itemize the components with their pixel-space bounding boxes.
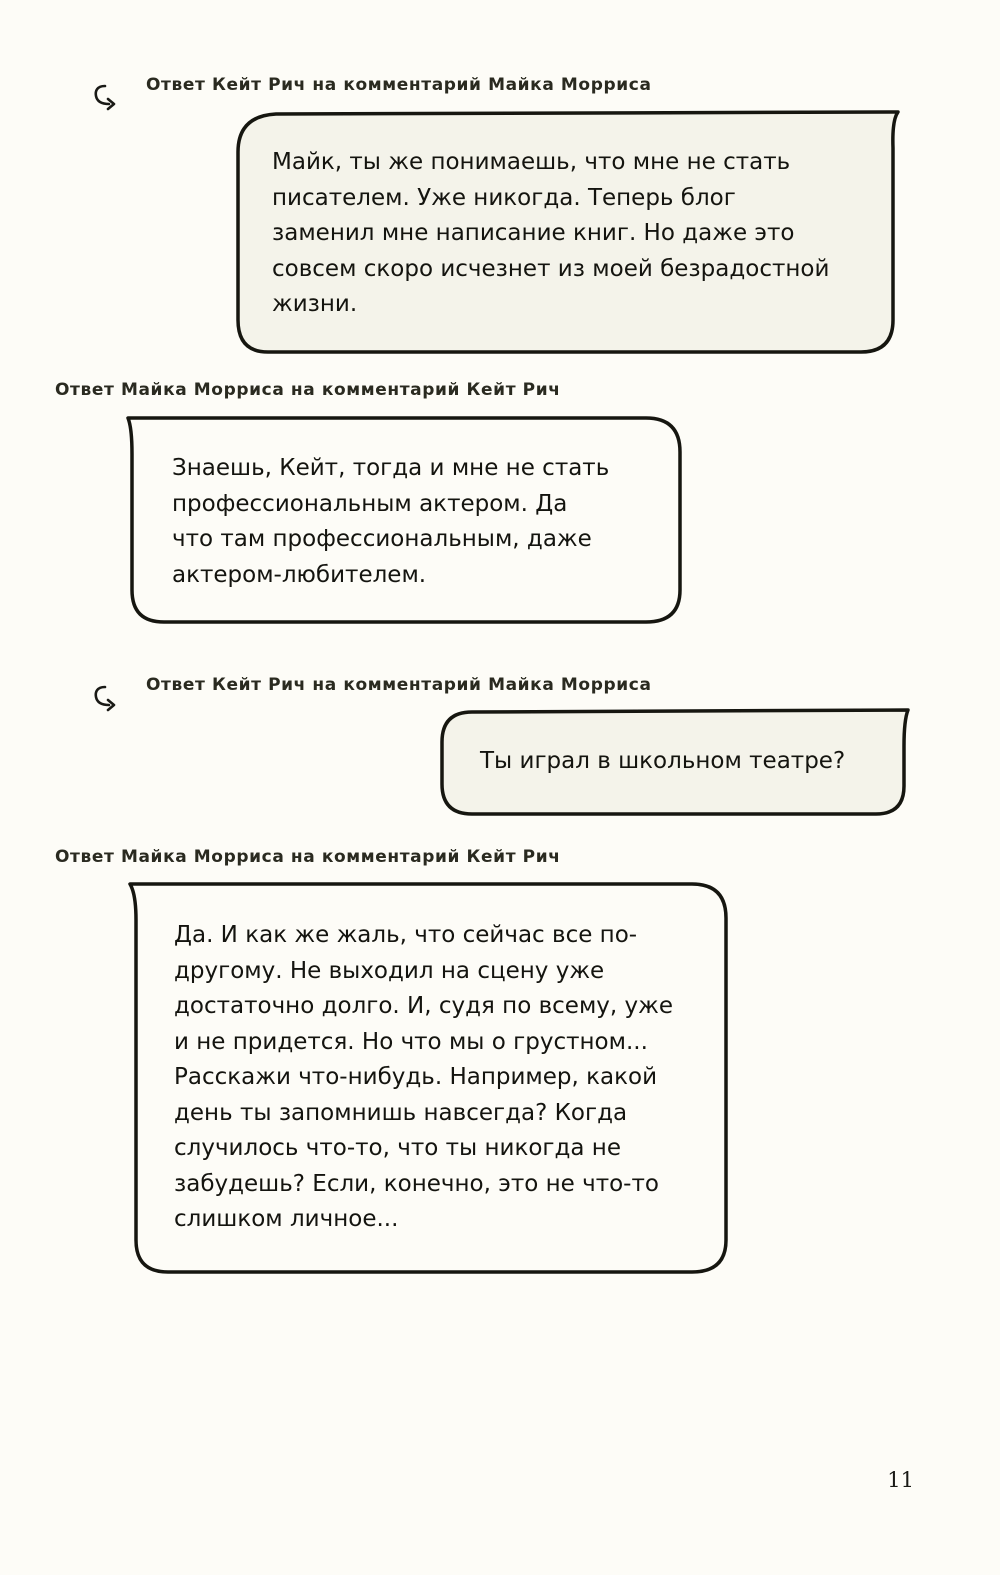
reply-arrow-icon bbox=[92, 683, 122, 713]
message-bubble bbox=[232, 108, 906, 354]
message-text: Да. И как же жаль, что сейчас все по- другому. Не выходил на сцену уже достаточно долго. И, судя по всему, уже и не придется. Но что мы о грустном... Расскажи что-нибудь. Например, какой день ты запомнишь навсегда? Когда случилось что-то, что ты никогда не забудешь? Если, конечно, это не что-то слишком личное... bbox=[174, 922, 674, 1232]
message-text: Знаешь, Кейт, тогда и мне не стать профессиональным актером. Да что там профессиональным, даже актером-любителем. bbox=[172, 455, 610, 588]
message-header: Ответ Майка Морриса на комментарий Кейт Рич bbox=[55, 380, 561, 400]
message-text: Ты играл в школьном театре? bbox=[480, 748, 846, 774]
message-header: Ответ Кейт Рич на комментарий Майка Морриса bbox=[146, 75, 652, 95]
reply-arrow-icon bbox=[92, 82, 122, 112]
message-bubble bbox=[124, 414, 686, 626]
message-bubble bbox=[436, 706, 912, 818]
message-bubble bbox=[126, 880, 732, 1276]
page-number: 11 bbox=[887, 1468, 914, 1492]
message-header: Ответ Кейт Рич на комментарий Майка Морриса bbox=[146, 675, 652, 695]
message-header: Ответ Майка Морриса на комментарий Кейт Рич bbox=[55, 847, 561, 867]
message-text: Майк, ты же понимаешь, что мне не стать писателем. Уже никогда. Теперь блог заменил мне написание книг. Но даже это совсем скоро исчезнет из моей безрадостной жизни. bbox=[272, 149, 830, 317]
